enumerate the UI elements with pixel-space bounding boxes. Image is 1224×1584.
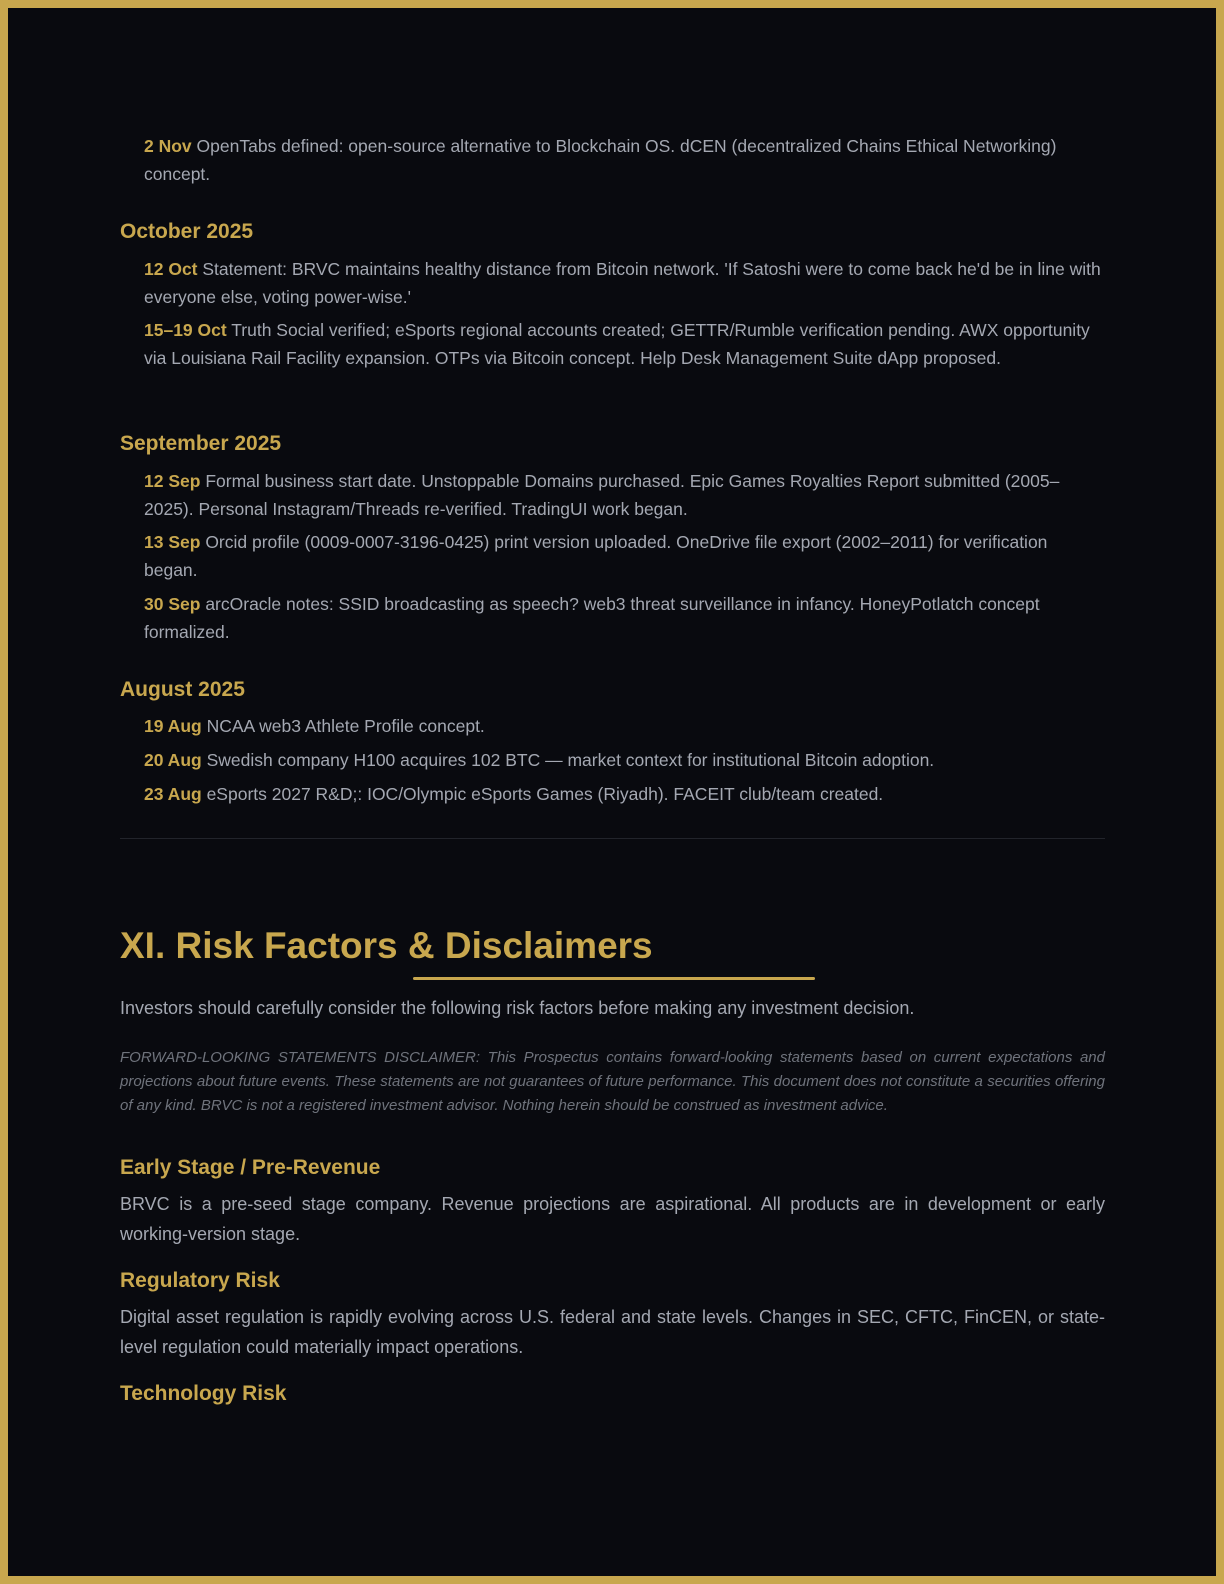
timeline-entry — [144, 780, 1105, 808]
document-page — [8, 8, 1216, 1576]
risk-heading: Regulatory Risk — [120, 1269, 280, 1292]
section-title: XI. Risk Factors & Disclaimers — [120, 925, 653, 966]
timeline-entry — [144, 746, 1105, 774]
timeline-entry — [144, 712, 1105, 740]
entry-date: 23 Aug — [144, 784, 202, 804]
entry-text: arcOracle notes: SSID broadcasting as speech? web3 threat surveillance in infancy. HoneyPotlatch concept formalized. — [144, 594, 1040, 642]
risk-heading: Early Stage / Pre-Revenue — [120, 1156, 381, 1179]
section-divider — [120, 838, 1105, 839]
entry-text: Swedish company H100 acquires 102 BTC — market context for institutional Bitcoin adoption. — [206, 750, 935, 770]
entry-text: NCAA web3 Athlete Profile concept. — [206, 716, 485, 736]
month-heading: October 2025 — [120, 220, 254, 243]
title-underline — [413, 977, 815, 980]
entry-text: Orcid profile (0009-0007-3196-0425) print version uploaded. OneDrive file export (2002–2011) for verification began. — [144, 532, 1048, 580]
timeline-entry — [144, 467, 1105, 523]
month-heading: August 2025 — [120, 678, 245, 701]
entry-date: 13 Sep — [144, 532, 201, 552]
entry-text: Statement: BRVC maintains healthy distance from Bitcoin network. 'If Satoshi were to come back he'd be in line with everyone else, voting power-wise.' — [144, 259, 1101, 307]
timeline-entry — [144, 316, 1105, 372]
forward-looking-disclaimer: FORWARD-LOOKING STATEMENTS DISCLAIMER: This Prospectus contains forward-looking statements based on current expectations and projections about future events. These statements are not guarantees of future performance. This document does not constitute a securities offering of any kind. BRVC is not a registered investment advisor. Nothing herein should be construed as investment advice. — [120, 1049, 1105, 1114]
month-heading: September 2025 — [120, 432, 282, 455]
entry-text: Truth Social verified; eSports regional accounts created; GETTR/Rumble verification pending. AWX opportunity via Louisiana Rail Facility expansion. OTPs via Bitcoin concept. Help Desk Management Suite dApp proposed. — [144, 320, 1090, 368]
entry-date: 12 Oct — [144, 259, 198, 279]
entry-date: 12 Sep — [144, 471, 201, 491]
risk-body: BRVC is a pre-seed stage company. Revenue projections are aspirational. All products are in development or early working-version stage. — [120, 1194, 1105, 1244]
entry-date: 20 Aug — [144, 750, 202, 770]
entry-text: Formal business start date. Unstoppable Domains purchased. Epic Games Royalties Report submitted (2005–2025). Personal Instagram/Threads re-verified. TradingUI work began. — [144, 471, 1060, 519]
entry-date: 19 Aug — [144, 716, 202, 736]
entry-date: 2 Nov — [144, 136, 192, 156]
timeline-entry — [144, 132, 1105, 188]
risk-heading: Technology Risk — [120, 1382, 287, 1405]
timeline-entry — [144, 590, 1105, 646]
entry-date: 30 Sep — [144, 594, 201, 614]
risk-body: Digital asset regulation is rapidly evolving across U.S. federal and state levels. Changes in SEC, CFTC, FinCEN, or state-level regulation could materially impact operations. — [120, 1307, 1105, 1357]
entry-text: eSports 2027 R&D;: IOC/Olympic eSports Games (Riyadh). FACEIT club/team created. — [206, 784, 884, 804]
timeline-entry — [144, 255, 1105, 311]
timeline-entry — [144, 528, 1105, 584]
section-intro: Investors should carefully consider the following risk factors before making any investment decision. — [120, 998, 915, 1018]
entry-date: 15–19 Oct — [144, 320, 227, 340]
entry-text: OpenTabs defined: open-source alternative to Blockchain OS. dCEN (decentralized Chains Ethical Networking) concept. — [144, 136, 1057, 184]
